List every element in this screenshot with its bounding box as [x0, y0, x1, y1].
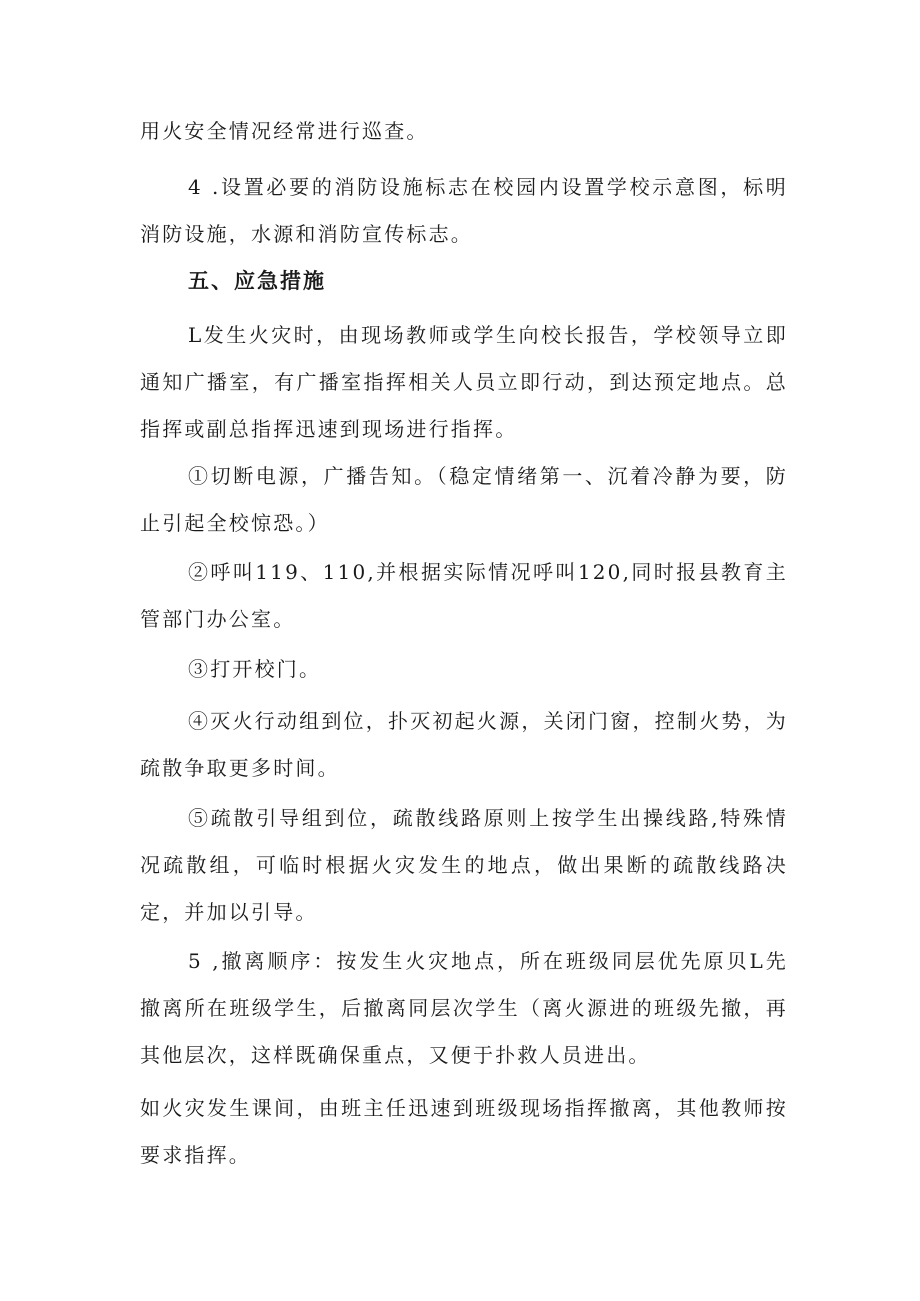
- paragraph-item-5-evacuation-order: 5 ,撤离顺序：按发生火灾地点，所在班级同层优先原贝L先撤离所在班级学生，后撤离同层次学生（离火源进的班级先撤，再其他层次，这样既确保重点，又便于扑救人员进出。: [140, 949, 788, 1067]
- paragraph-step-2-call-emergency: ②呼叫119、110,并根据实际情况呼叫120,同时报县教育主管部门办公室。: [140, 560, 788, 631]
- paragraph-step-3-open-gate: ③打开校门。: [188, 657, 322, 681]
- paragraph-step-4-firefighting: ④灭火行动组到位，扑灭初起火源，关闭门窗，控制火势，为疏散争取更多时间。: [140, 709, 788, 780]
- paragraph-recess-fire: 如火灾发生课间，由班主任迅速到班级现场指挥撤离，其他教师按要求指挥。: [140, 1096, 788, 1167]
- paragraph-item-4-signage: 4 .设置必要的消防设施标志在校园内设置学校示意图，标明消防设施，水源和消防宣传标志。: [140, 175, 788, 246]
- paragraph-step-5-evacuation-guide: ⑤疏散引导组到位，疏散线路原则上按学生出操线路,特殊情况疏散组，可临时根据火灾发生的地点，做出果断的疏散线路决定，并加以引导。: [140, 806, 788, 924]
- paragraph-fire-report: L发生火灾时，由现场教师或学生向校长报告，学校领导立即通知广播室，有广播室指挥相关人员立即行动，到达预定地点。总指挥或副总指挥迅速到现场进行指挥。: [140, 323, 788, 441]
- section-heading-emergency-measures: 五、应急措施: [188, 269, 326, 293]
- paragraph-patrol-continuation: 用火安全情况经常进行巡查。: [140, 119, 429, 143]
- paragraph-step-1-cut-power: ①切断电源，广播告知。（稳定情绪第一、沉着冷静为要，防止引起全校惊恐。）: [140, 464, 788, 535]
